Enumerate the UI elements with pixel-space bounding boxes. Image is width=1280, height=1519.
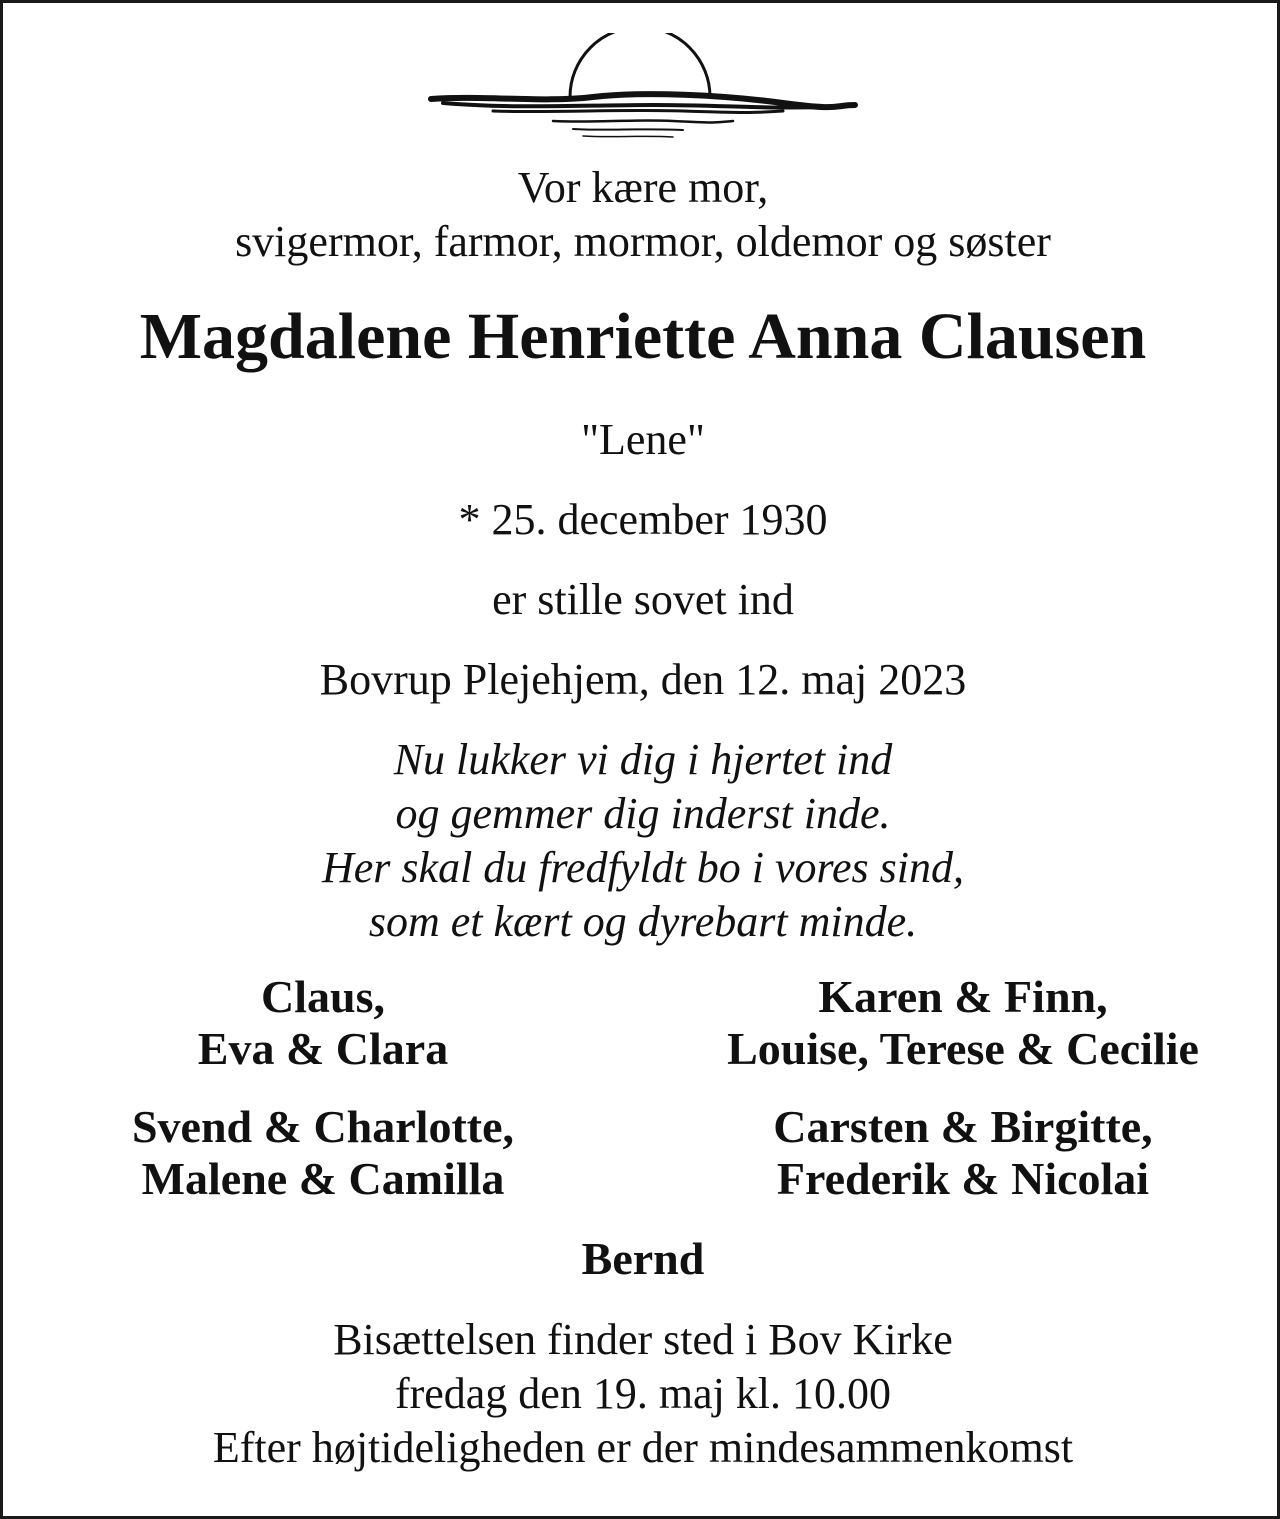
deceased-name: Magdalene Henriette Anna Clausen xyxy=(139,300,1147,373)
verse-line: Her skal du fredfyldt bo i vores sind, xyxy=(322,843,964,892)
family-line: Frederik & Nicolai xyxy=(776,1153,1150,1204)
sunset-over-water-icon xyxy=(423,33,863,143)
family-line: Carsten & Birgitte, xyxy=(773,1101,1153,1152)
intro-line-2: svigermor, farmor, mormor, oldemor og søster xyxy=(235,217,1051,266)
funeral-line: Efter højtideligheden er der mindesammenkomst xyxy=(212,1423,1074,1472)
birth-date: * 25. december 1930 xyxy=(458,495,828,544)
family-group-karen xyxy=(663,971,1263,1075)
intro-line-1: Vor kære mor, xyxy=(517,163,769,212)
family-group-svend xyxy=(23,1101,623,1205)
family-line: Svend & Charlotte, xyxy=(131,1101,515,1152)
family-group-carsten xyxy=(663,1101,1263,1205)
deceased-nickname: "Lene" xyxy=(581,415,705,464)
family-group-claus xyxy=(23,971,623,1075)
family-line: Eva & Clara xyxy=(197,1023,449,1074)
family-line: Claus, xyxy=(261,971,385,1022)
family-line: Karen & Finn, xyxy=(818,971,1108,1022)
family-line: Louise, Terese & Cecilie xyxy=(727,1023,1199,1074)
funeral-line: Bisættelsen finder sted i Bov Kirke xyxy=(333,1315,953,1364)
place-and-date: Bovrup Plejehjem, den 12. maj 2023 xyxy=(319,655,967,704)
family-line: Malene & Camilla xyxy=(141,1153,505,1204)
passed-text: er stille sovet ind xyxy=(492,575,794,624)
verse-line: som et kært og dyrebart minde. xyxy=(368,897,918,946)
funeral-info xyxy=(3,1313,1280,1475)
verse-line: og gemmer dig inderst inde. xyxy=(395,789,891,838)
verse-line: Nu lukker vi dig i hjertet ind xyxy=(393,735,893,784)
intro-text xyxy=(3,161,1280,269)
funeral-line: fredag den 19. maj kl. 10.00 xyxy=(394,1369,892,1418)
family-single-name: Bernd xyxy=(581,1233,705,1284)
memorial-verse xyxy=(3,733,1280,949)
